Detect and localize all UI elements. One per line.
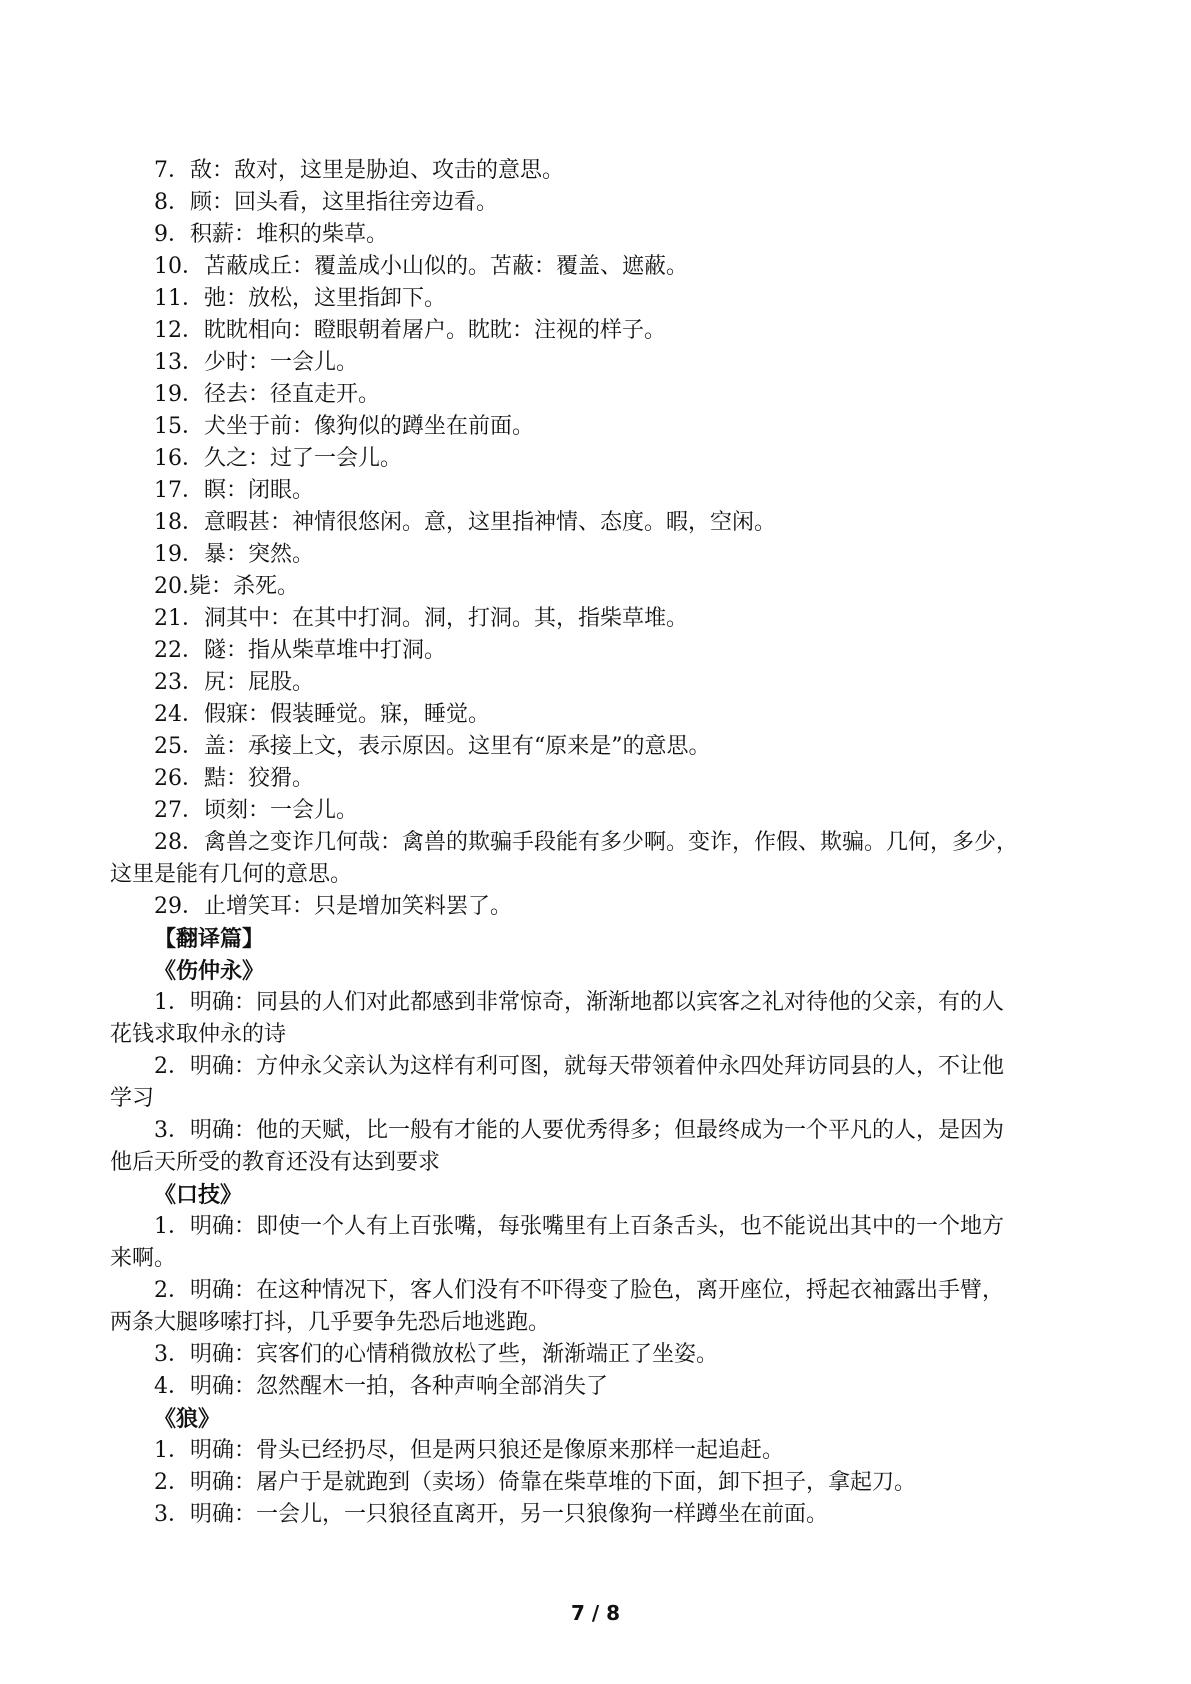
- note-line: 7．敌：敌对，这里是胁迫、攻击的意思。: [154, 158, 564, 183]
- note-line: 15．犬坐于前：像狗似的蹲坐在前面。: [154, 414, 534, 439]
- page-number: 7 / 8: [570, 1601, 621, 1625]
- answer-line-continued: 学习: [110, 1086, 155, 1111]
- translation-heading: 【翻译篇】: [154, 926, 265, 952]
- note-line: 8．顾：回头看，这里指往旁边看。: [154, 190, 498, 215]
- note-line: 21．洞其中：在其中打洞。洞，打洞。其，指柴草堆。: [154, 606, 688, 631]
- answer-line-continued: 他后天所受的教育还没有达到要求: [110, 1150, 441, 1175]
- answer-line: 3．明确：宾客们的心情稍微放松了些，渐渐端正了坐姿。: [154, 1342, 718, 1367]
- note-line: 25．盖：承接上文，表示原因。这里有“原来是”的意思。: [154, 734, 711, 759]
- note-line: 17．瞑：闭眼。: [154, 478, 314, 503]
- answer-line: 2．明确：在这种情况下，客人们没有不吓得变了脸色，离开座位，捋起衣袖露出手臂，: [154, 1278, 1004, 1303]
- note-line: 9．积薪：堆积的柴草。: [154, 222, 388, 247]
- note-line: 16．久之：过了一会儿。: [154, 446, 402, 471]
- answer-line: 1．明确：骨头已经扔尽，但是两只狼还是像原来那样一起追赶。: [154, 1438, 784, 1463]
- section-title-kouji: 《口技》: [154, 1182, 243, 1208]
- answer-line: 1．明确：同县的人们对此都感到非常惊奇，渐渐地都以宾客之礼对待他的父亲，有的人: [154, 990, 1004, 1015]
- document-body: [110, 155, 1100, 1531]
- note-line: 19．暴：突然。: [154, 542, 314, 567]
- answer-line: 2．明确：方仲永父亲认为这样有利可图，就每天带领着仲永四处拜访同县的人，不让他: [154, 1054, 1004, 1079]
- note-line: 23．尻：屁股。: [154, 670, 314, 695]
- answer-line: 4．明确：忽然醒木一拍，各种声响全部消失了: [154, 1374, 608, 1399]
- note-line-continued: 这里是能有几何的意思。: [110, 862, 353, 887]
- note-line: 22．隧：指从柴草堆中打洞。: [154, 638, 446, 663]
- note-line: 12．眈眈相向：瞪眼朝着屠户。眈眈：注视的样子。: [154, 318, 666, 343]
- note-line: 29．止增笑耳：只是增加笑料罢了。: [154, 894, 512, 919]
- note-line: 10．苫蔽成丘：覆盖成小山似的。苫蔽：覆盖、遮蔽。: [154, 254, 688, 279]
- note-line: 28．禽兽之变诈几何哉：禽兽的欺骗手段能有多少啊。变诈，作假、欺骗。几何，多少，: [154, 830, 1018, 855]
- answer-line-continued: 花钱求取仲永的诗: [110, 1022, 287, 1047]
- note-line: 11．弛：放松，这里指卸下。: [154, 286, 446, 311]
- note-line: 26．黠：狡猾。: [154, 766, 314, 791]
- note-line: 18．意暇甚：神情很悠闲。意，这里指神情、态度。暇，空闲。: [154, 510, 776, 535]
- note-line: 19．径去：径直走开。: [154, 382, 380, 407]
- answer-line-continued: 两条大腿哆嗦打抖，几乎要争先恐后地逃跑。: [110, 1310, 551, 1335]
- answer-line: 2．明确：屠户于是就跑到（卖场）倚靠在柴草堆的下面，卸下担子，拿起刀。: [154, 1470, 916, 1495]
- note-line: 20.毙：杀死。: [154, 574, 299, 599]
- answer-line: 1．明确：即使一个人有上百张嘴，每张嘴里有上百条舌头，也不能说出其中的一个地方: [154, 1214, 1004, 1239]
- section-title-shangzhongyong: 《伤仲永》: [154, 958, 265, 984]
- note-line: 13．少时：一会儿。: [154, 350, 358, 375]
- answer-line: 3．明确：他的天赋，比一般有才能的人要优秀得多；但最终成为一个平凡的人，是因为: [154, 1118, 1004, 1143]
- answer-line: 3．明确：一会儿，一只狼径直离开，另一只狼像狗一样蹲坐在前面。: [154, 1502, 828, 1527]
- section-title-lang: 《狼》: [154, 1406, 221, 1432]
- note-line: 27．顷刻：一会儿。: [154, 798, 358, 823]
- note-line: 24．假寐：假装睡觉。寐，睡觉。: [154, 702, 490, 727]
- answer-line-continued: 来啊。: [110, 1246, 177, 1271]
